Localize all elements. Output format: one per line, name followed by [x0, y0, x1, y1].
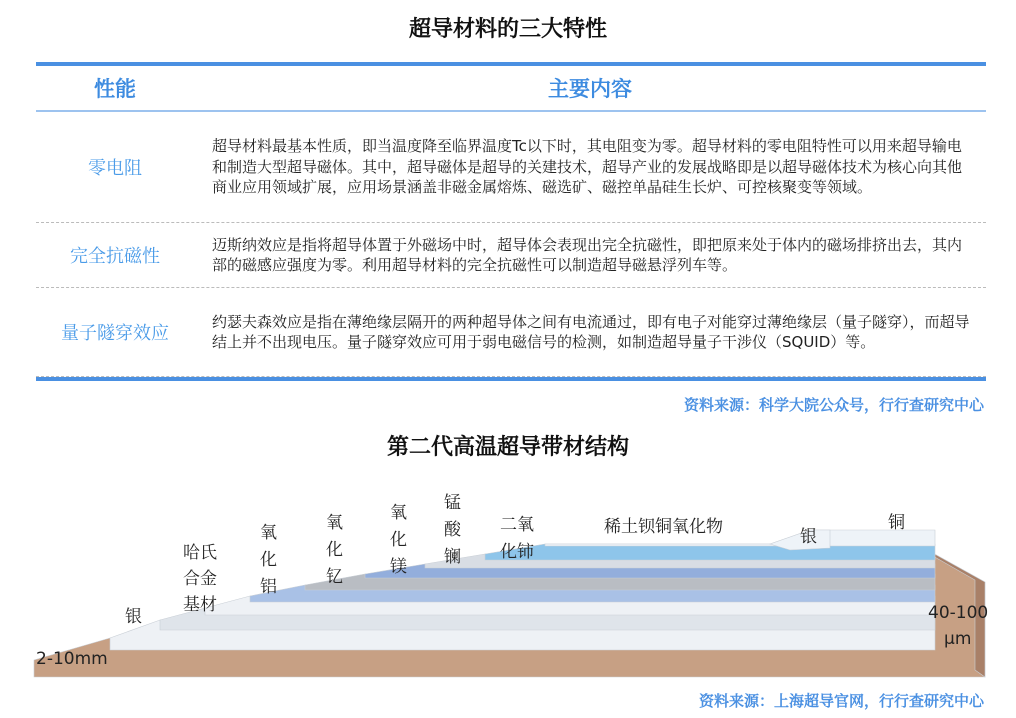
row-property-name: 完全抗磁性: [70, 246, 160, 267]
label-alumina-2: 化: [260, 550, 277, 570]
label-alumina-3: 铝: [260, 577, 277, 597]
diagram-title: 第二代高温超导带材结构: [386, 435, 629, 460]
tape-structure-diagram: [0, 470, 1016, 690]
label-hastelloy-3: 基材: [183, 595, 217, 615]
row-content: 约瑟夫森效应是指在薄绝缘层隔开的两种超导体之间有电流通过，即有电子对能穿过薄绝缘层（量子隧穿），而超导结上并不出现电压。量子隧穿效应可用于弱电磁信号的检测，如制造超导量子干涉仪（SQUID）等。: [212, 312, 970, 351]
label-lamno-2: 酸: [444, 520, 461, 540]
label-mgo-2: 化: [390, 530, 407, 550]
label-lamno-3: 镧: [444, 547, 461, 567]
label-thickness-right-2: μm: [944, 629, 972, 649]
label-mgo-1: 氧: [390, 503, 407, 523]
label-yttria-1: 氧: [326, 513, 343, 533]
table-row: [36, 223, 986, 288]
table-source: 资料来源：科学大院公众号，行行查研究中心: [683, 396, 984, 414]
label-yttria-3: 钇: [326, 567, 343, 587]
label-thickness-left: 2-10mm: [36, 649, 108, 669]
row-property-name: 量子隧穿效应: [61, 323, 169, 344]
label-thickness-right-1: 40-100: [928, 603, 989, 623]
row-content: 迈斯纳效应是指将超导体置于外磁场中时，超导体会表现出完全抗磁性，即把原来处于体内的磁场排挤出去，其内部的磁感应强度为零。利用超导材料的完全抗磁性可以制造超导磁悬浮列车等。: [212, 235, 963, 274]
label-rebco: 稀土钡铜氧化物: [604, 517, 723, 537]
label-silver-left: 银: [125, 607, 142, 627]
rebco-layer: [485, 544, 935, 560]
label-lamno-1: 锰: [444, 493, 461, 513]
row-content: 超导材料最基本性质，即当温度降至临界温度Tc以下时，其电阻变为零。超导材料的零电阻特性可以用来超导输电和制造大型超导磁体。其中，超导磁体是超导的关建技术，超导产业的发展战略即是以超导磁体技术为核心向其他商业应用领域扩展，应用场景涵盖非磁金属熔炼、磁选矿、磁控单晶硅生长炉、可控核聚变等领域。: [212, 137, 963, 197]
table-title: 超导材料的三大特性: [408, 17, 607, 42]
label-hastelloy-1: 哈氏: [183, 543, 217, 563]
table-row: [36, 112, 986, 223]
row-property-name: 零电阻: [88, 158, 142, 179]
label-copper: 铜: [888, 513, 905, 533]
header-content: 主要内容: [548, 77, 632, 101]
diagram-source: 资料来源：上海超导官网，行行查研究中心: [698, 692, 984, 710]
label-hastelloy-2: 合金: [183, 569, 217, 589]
table-header: [36, 66, 986, 112]
table-row: [36, 288, 986, 377]
label-silver-top: 银: [800, 527, 817, 547]
label-ceo2-1: 二氧: [500, 515, 534, 535]
table-bottom-rule: [36, 377, 986, 381]
label-yttria-2: 化: [326, 540, 343, 560]
label-ceo2-2: 化铈: [500, 542, 534, 562]
properties-table: [36, 62, 986, 381]
label-alumina-1: 氧: [260, 523, 277, 543]
header-property: 性能: [94, 77, 136, 101]
label-mgo-3: 镁: [390, 557, 407, 577]
